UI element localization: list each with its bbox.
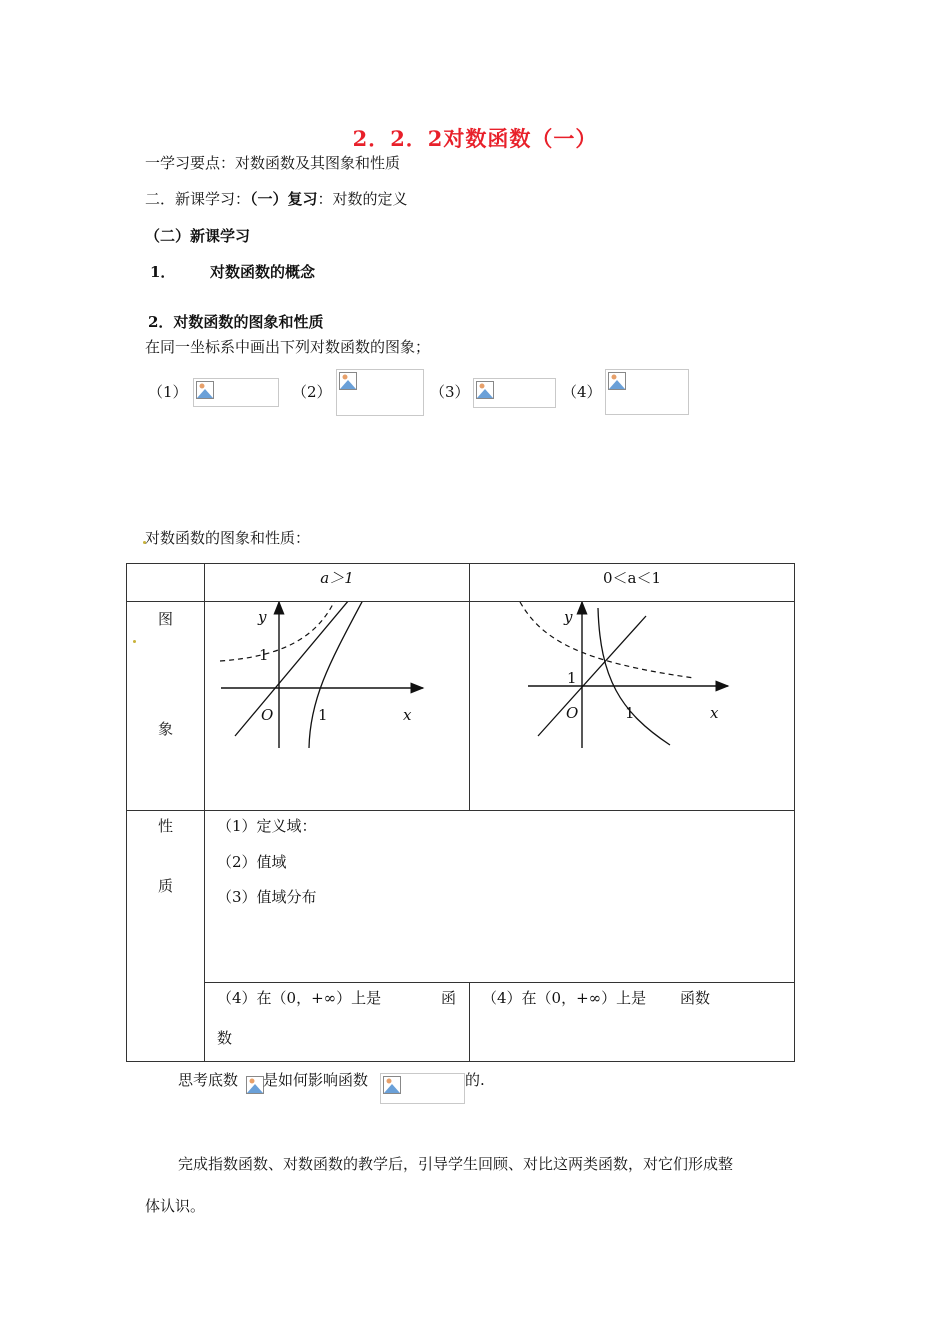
formula-image-1: [193, 378, 279, 407]
item1-heading: 对数函数的概念: [210, 263, 316, 281]
study-points: 一学习要点：对数函数及其图象和性质: [145, 154, 401, 172]
monotonic-right-text: （4）在（0，+∞）上是: [482, 988, 647, 1007]
y-one-label: 1: [259, 646, 269, 664]
exponential-curve: [220, 602, 335, 661]
review-heading: （一）复习: [250, 190, 318, 208]
broken-image-icon: [196, 381, 214, 399]
x-one-label: 1: [318, 706, 328, 724]
props-cell: [205, 811, 795, 983]
origin-label: O: [566, 704, 579, 722]
formula-image-2: [336, 369, 424, 416]
review-suffix: ：对数的定义: [317, 190, 408, 208]
label-2: （2）: [292, 383, 332, 401]
monotonic-left-cell: [205, 982, 470, 1061]
x-one-label: 1: [625, 704, 635, 722]
corner-cell: [127, 564, 205, 602]
think-suffix: 的.: [465, 1071, 485, 1089]
log-curve: [309, 602, 363, 748]
item1-number: 1．: [150, 263, 176, 281]
table-caption: 对数函数的图象和性质：: [145, 529, 311, 547]
graph-label-bottom: 象: [158, 720, 174, 738]
function-image: [380, 1073, 465, 1104]
formula-image-3: [473, 378, 556, 408]
broken-image-icon: [339, 372, 357, 390]
graph-label-top: 图: [158, 610, 174, 628]
x-label: x: [710, 704, 719, 722]
prop-domain: （1）定义域：: [217, 817, 317, 835]
graph-cell-left: [205, 602, 470, 811]
props-label-bottom: 质: [158, 877, 174, 895]
label-4: （4）: [562, 383, 602, 401]
new-lesson-prefix: 二．新课学习：: [145, 190, 251, 208]
item2-heading: 2．对数函数的图象和性质: [148, 313, 324, 331]
props-row-label: [127, 811, 205, 1062]
header-a-gt-1: a＞1: [205, 564, 470, 602]
x-label: x: [403, 706, 412, 724]
conclusion-line-2: 体认识。: [145, 1197, 206, 1215]
section-new-lesson: （二）新课学习: [145, 227, 251, 245]
think-prefix: 思考底数: [178, 1071, 239, 1089]
broken-image-icon: [608, 372, 626, 390]
formula-image-4: [605, 369, 689, 415]
props-label-top: 性: [158, 817, 174, 835]
origin-label: O: [261, 706, 274, 724]
monotonic-left-func: 函: [441, 988, 457, 1007]
new-lesson-line: [145, 188, 408, 209]
monotonic-right-func: 函数: [680, 988, 711, 1007]
label-3: （3）: [430, 383, 470, 401]
y-label: y: [564, 608, 573, 626]
think-middle: 是如何影响函数: [263, 1071, 369, 1089]
label-1: （1）: [148, 383, 188, 401]
conclusion-line-1: 完成指数函数、对数函数的教学后，引导学生回顾、对比这两类函数，对它们形成整: [178, 1155, 734, 1173]
prop-range: （2）值域: [217, 853, 287, 871]
line-y-eq-x: [235, 602, 349, 736]
monotonic-left-func-cont: 数: [217, 1028, 233, 1047]
graph-row-label: [127, 602, 205, 811]
graph-cell-right: [470, 602, 795, 811]
log-graph-a-gt-1: [205, 602, 469, 810]
instruction-text: 在同一坐标系中画出下列对数函数的图象；: [145, 338, 431, 356]
prop-range-distribution: （3）值域分布: [217, 888, 317, 906]
anchor-mark: [133, 640, 136, 643]
header-a-between-0-1: [470, 564, 795, 602]
broken-image-icon: [383, 1076, 401, 1094]
monotonic-left-text: （4）在（0，+∞）上是: [217, 988, 382, 1007]
base-a-image: [246, 1074, 263, 1096]
properties-table: [126, 563, 795, 1062]
y-label: y: [258, 608, 267, 626]
broken-image-icon: [476, 381, 494, 399]
page-title: 2．2．2对数函数（一）: [352, 126, 598, 151]
header-a-between-0-1-text: 0＜a＜1: [602, 569, 662, 587]
y-one-label: 1: [567, 669, 577, 687]
broken-image-icon: [246, 1076, 264, 1094]
monotonic-right-cell: [470, 982, 795, 1061]
